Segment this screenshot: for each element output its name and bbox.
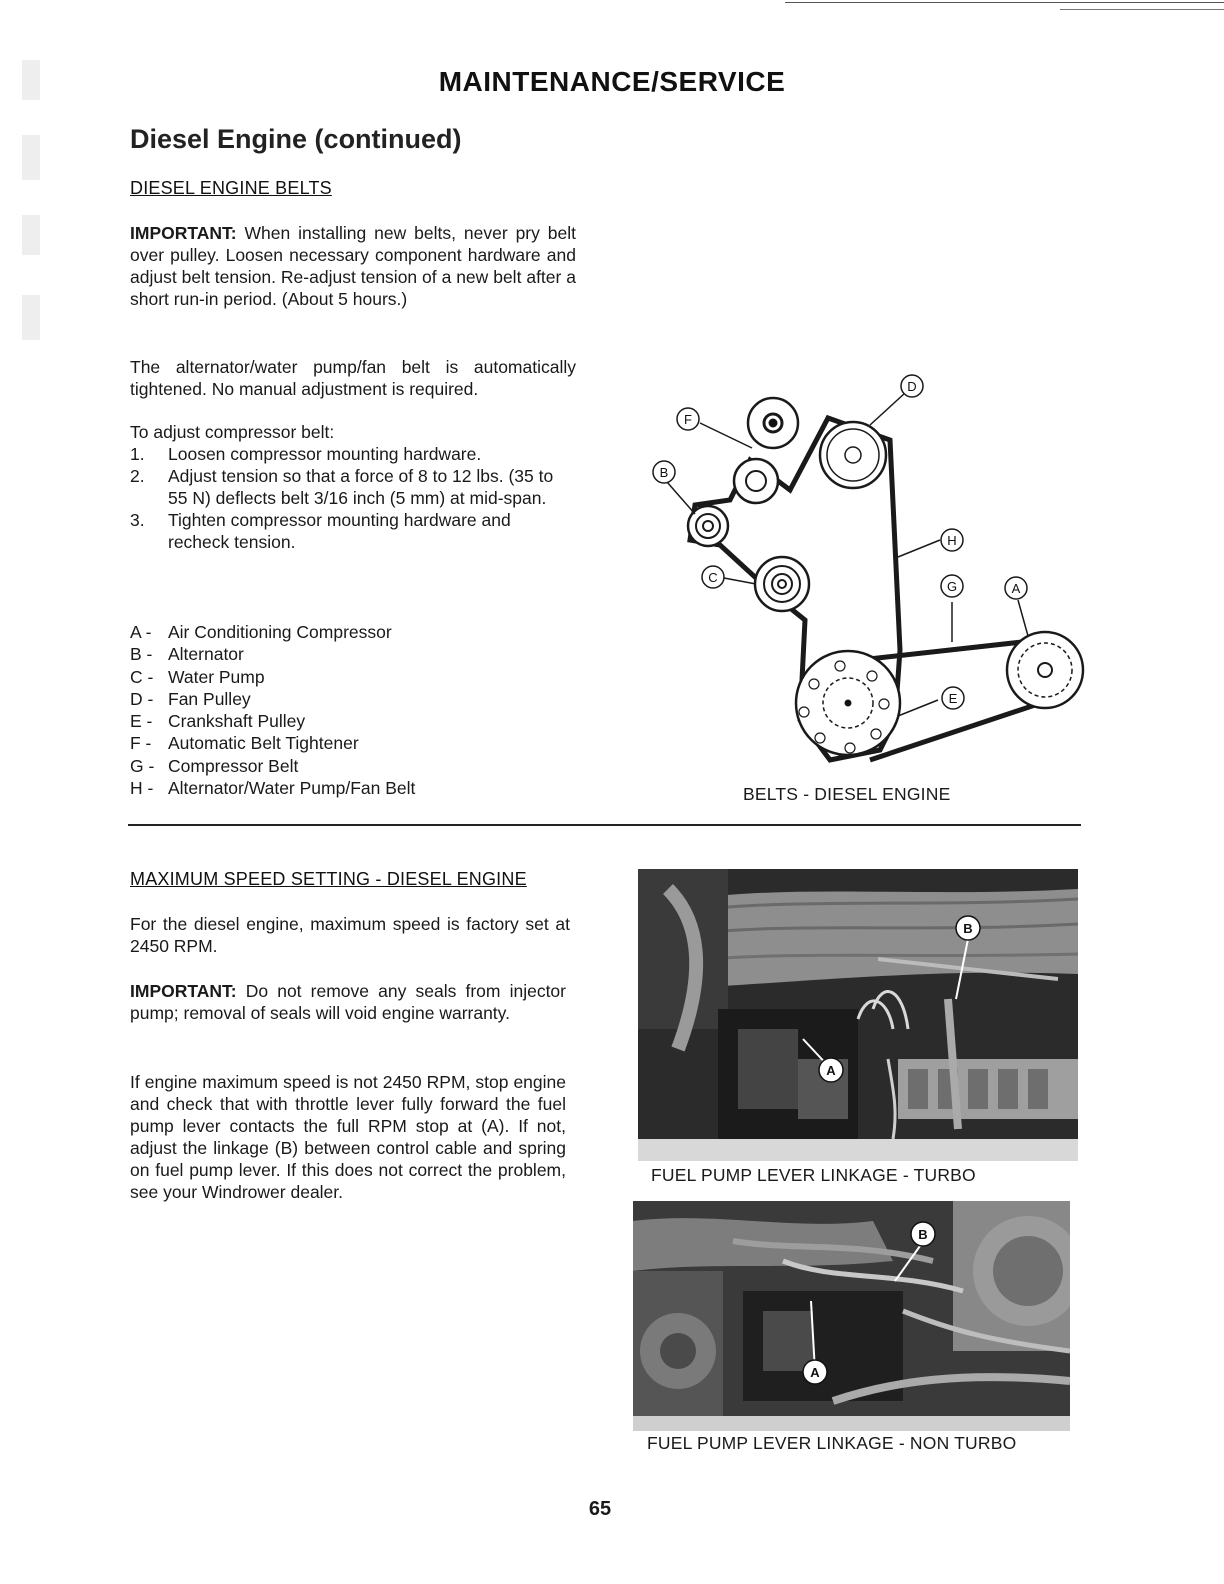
water-pump-pulley — [755, 557, 809, 611]
compressor-pulley — [1007, 632, 1083, 708]
legend-label: Air Conditioning Compressor — [168, 622, 392, 642]
speed-paragraph: For the diesel engine, maximum speed is factory set at 2450 RPM. — [130, 914, 570, 956]
legend-item — [130, 777, 415, 799]
legend-label: Automatic Belt Tightener — [168, 733, 359, 754]
legend-key: A - — [130, 622, 152, 642]
step-text: Adjust tension so that a force of 8 to 12 lbs. (35 to 55 N) deflects belt 3/16 inch (5 mm) at mid-span. — [168, 466, 554, 508]
legend-item — [130, 666, 415, 688]
step-item — [130, 465, 580, 509]
legend-item — [130, 688, 415, 710]
speed-heading: MAXIMUM SPEED SETTING - DIESEL ENGINE — [130, 869, 527, 889]
legend-item — [130, 755, 415, 777]
legend-item — [130, 643, 415, 665]
compressor-steps — [130, 421, 580, 553]
scan-ghost-mark — [22, 215, 40, 255]
scan-ghost-mark — [22, 135, 40, 180]
page-header: MAINTENANCE/SERVICE — [438, 66, 786, 97]
legend-label: Alternator/Water Pump/Fan Belt — [168, 778, 416, 799]
diagram-legend — [130, 621, 415, 799]
legend-label: Compressor Belt — [168, 755, 299, 776]
tightener-pulley — [748, 398, 798, 448]
belts-important-paragraph — [130, 222, 576, 310]
important-label: IMPORTANT: — [130, 981, 237, 1001]
legend-key: D - — [130, 688, 154, 709]
legend-item — [130, 710, 415, 732]
photo-callout-b: B — [963, 921, 973, 936]
fan-pulley — [820, 422, 886, 488]
callout-label: H — [947, 533, 957, 548]
photo-callout-b: B — [918, 1227, 928, 1242]
step-number: 2. — [130, 466, 145, 486]
important-text: When installing new belts, never pry belt over pulley. Loosen necessary component hardware and adjust belt tension. Re-adjust tension of a new belt after a short run-in period. (About 5 hours.) — [130, 223, 576, 309]
callout-a — [1005, 577, 1027, 599]
legend-key: H - — [130, 778, 154, 799]
photo-illustration — [633, 1201, 1070, 1431]
important-text: Do not remove any seals from injector pump; removal of seals will void engine warranty. — [130, 981, 566, 1023]
scan-edge-line — [785, 2, 1224, 3]
step-text: Tighten compressor mounting hardware and recheck tension. — [168, 510, 511, 552]
fuel-pump-non-turbo-photo — [633, 1201, 1070, 1431]
legend-label: Water Pump — [168, 666, 265, 687]
important-label: IMPORTANT: — [130, 223, 237, 243]
fuel-pump-turbo-photo — [638, 869, 1078, 1161]
page-number: 65 — [588, 1498, 612, 1520]
callout-label: D — [907, 379, 917, 394]
speed-adjust-paragraph: If engine maximum speed is not 2450 RPM, stop engine and check that with throttle lever fully forward the fuel pump lever contacts the full RPM stop at (A). If not, adjust the linkage (B) between control cable and spring on fuel pump lever. If this does not correct the problem, see your Windrower dealer. — [130, 1072, 566, 1202]
callout-g — [941, 575, 963, 597]
crankshaft-pulley — [796, 651, 900, 755]
callout-label: B — [659, 465, 669, 480]
belts-heading: DIESEL ENGINE BELTS — [130, 178, 332, 198]
photo2-caption: FUEL PUMP LEVER LINKAGE - NON TURBO — [647, 1433, 1017, 1453]
legend-key: C - — [130, 666, 154, 687]
callout-label: A — [1011, 581, 1021, 596]
step-number: 3. — [130, 510, 145, 530]
step-number: 1. — [130, 444, 145, 464]
legend-label: Alternator — [168, 644, 244, 665]
callout-f — [677, 408, 699, 430]
callout-label: C — [708, 570, 718, 585]
callout-label: F — [684, 412, 692, 427]
tightener-idler — [734, 459, 778, 503]
step-item — [130, 509, 580, 553]
auto-tighten-paragraph: The alternator/water pump/fan belt is automatically tightened. No manual adjustment is required. — [130, 357, 576, 399]
belts-diagram-caption: BELTS - DIESEL ENGINE — [743, 784, 951, 804]
photo-illustration — [638, 869, 1078, 1161]
photo1-caption: FUEL PUMP LEVER LINKAGE - TURBO — [651, 1165, 976, 1185]
legend-key: F - — [130, 733, 152, 754]
callout-e — [942, 687, 964, 709]
step-item — [130, 443, 580, 465]
speed-important-paragraph — [130, 980, 566, 1024]
legend-key: G - — [130, 755, 155, 776]
callout-label: E — [948, 691, 958, 706]
belt-diagram — [640, 360, 1100, 780]
callout-label: G — [946, 579, 958, 594]
scan-ghost-mark — [22, 295, 40, 340]
legend-key: B - — [130, 644, 153, 665]
callout-d — [901, 375, 923, 397]
legend-key: E - — [130, 711, 153, 732]
legend-label: Fan Pulley — [168, 688, 251, 709]
section-title: Diesel Engine (continued) — [130, 124, 462, 154]
scan-edge-line — [1060, 9, 1224, 10]
steps-intro: To adjust compressor belt: — [130, 422, 335, 442]
callout-h — [941, 529, 963, 551]
callout-c — [702, 566, 724, 588]
callout-b — [653, 461, 675, 483]
section-divider — [128, 824, 1081, 826]
legend-label: Crankshaft Pulley — [168, 711, 306, 732]
photo-callout-a: A — [826, 1063, 836, 1078]
legend-item — [130, 732, 415, 754]
photo-callout-a: A — [810, 1365, 820, 1380]
legend-item — [130, 621, 415, 643]
step-text: Loosen compressor mounting hardware. — [168, 444, 482, 464]
